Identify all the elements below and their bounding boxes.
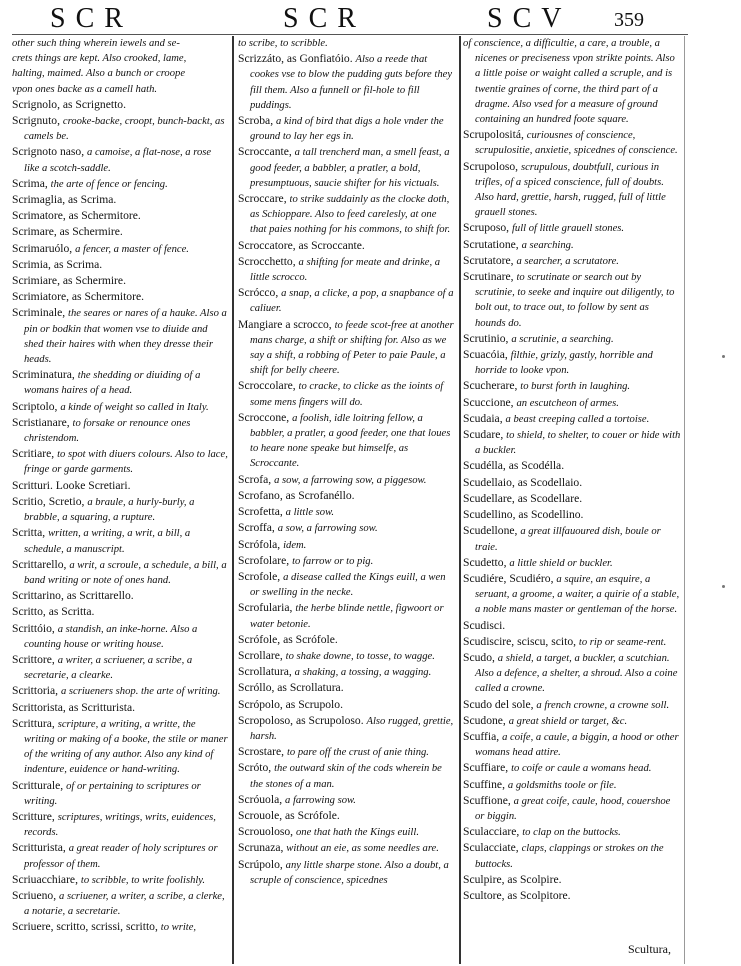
- entry-headword: Scrima,: [12, 176, 51, 190]
- dictionary-entry: [238, 144, 454, 191]
- dictionary-entry: [463, 634, 681, 650]
- entry-headword: Sculacciare,: [463, 825, 523, 839]
- entry-definition: a tall trencherd man, a smell feast, a good feeder, a babbler, a pratler, a bold, presumptuous, saucie shifter for his victuals.: [250, 147, 450, 189]
- dictionary-entry: [12, 144, 228, 175]
- entry-definition: to write,: [160, 922, 197, 934]
- entry-headword: Scuccione,: [463, 395, 517, 409]
- dictionary-entry: [12, 305, 228, 367]
- entry-headword: Mangiare a scrocco,: [238, 317, 335, 331]
- entry-definition: an escutcheon of armes.: [516, 397, 619, 409]
- entry-headword: Scrutinare,: [463, 270, 517, 284]
- dictionary-entry: [463, 220, 681, 236]
- entry-definition: to clap on the buttocks.: [522, 827, 621, 839]
- entry-headword: Scristianare,: [12, 415, 73, 429]
- entry-definition: a shield, a target, a buckler, a scutchian. Also a defence, a shelter, a shroud. Also a coine called a crowne.: [475, 652, 678, 695]
- entry-definition: full of little grauell stones.: [511, 223, 625, 235]
- dictionary-entry: [12, 192, 228, 208]
- dictionary-entry: [12, 399, 228, 415]
- dictionary-entry: [463, 378, 681, 394]
- entry-definition: a writer, a scriuener, a scribe, a secretarie, a clearke.: [24, 654, 193, 682]
- dictionary-entry: [238, 537, 454, 553]
- column-2-heading: SCR: [283, 3, 366, 34]
- entry-definition: a little shield or buckler.: [509, 557, 613, 569]
- entry-definition: of or pertaining to scriptures or writing.: [24, 780, 201, 807]
- entry-headword: Scruposo,: [463, 221, 512, 235]
- dictionary-entry: [12, 176, 228, 192]
- entry-definition: to forsake or renounce ones christendom.: [24, 417, 191, 445]
- entry-headword: Scriminale,: [12, 306, 69, 320]
- entry-definition: to rip or seame-rent.: [578, 636, 667, 648]
- dictionary-entry: [238, 664, 454, 680]
- entry-headword: Scrouoloso,: [238, 825, 296, 839]
- entry-headword: Scudone,: [463, 713, 509, 727]
- dictionary-entry: [463, 458, 681, 474]
- entry-definition: a disease called the Kings euill, a wen or swelling in the necke.: [250, 571, 446, 599]
- entry-headword: Scróuola,: [238, 792, 286, 806]
- entry-headword: Scróllo, as Scrollatura.: [238, 681, 344, 695]
- dictionary-entry: [12, 289, 228, 305]
- entry-headword: Scritto, as Scritta.: [12, 605, 95, 619]
- entry-headword: Scudiére, Scudiéro,: [463, 571, 557, 585]
- entry-headword: Sculpire, as Scolpire.: [463, 872, 562, 886]
- entry-headword: Scudellaio, as Scodellaio.: [463, 475, 583, 489]
- dictionary-entry: [463, 507, 681, 523]
- dictionary-entry: [12, 872, 228, 888]
- dictionary-entry: [463, 347, 681, 378]
- entry-definition: to strike suddainly as the clocke doth, as Schioppare. Also to feed carelesly, at one that paies nothing for his commons, to shift for.: [250, 194, 451, 236]
- dictionary-entry: [238, 760, 454, 791]
- entry-headword: Scudellino, as Scodellino.: [463, 508, 584, 522]
- dictionary-entry: [238, 410, 454, 472]
- entry-headword: Scrócco,: [238, 286, 282, 300]
- entry-headword: Scritturista,: [12, 841, 69, 855]
- dictionary-entry: [238, 569, 454, 600]
- entry-headword: Scudo del sole,: [463, 697, 537, 711]
- dictionary-entry: [463, 571, 681, 618]
- entry-headword: Scrunaza,: [238, 841, 287, 855]
- dictionary-entry: [238, 808, 454, 824]
- entry-headword: Scrópolo, as Scrupolo.: [238, 697, 343, 711]
- dictionary-entry: [12, 257, 228, 273]
- column-3: [463, 36, 681, 964]
- dictionary-entry: [463, 411, 681, 427]
- column-3-heading: SCV: [487, 3, 572, 34]
- dictionary-entry: [12, 525, 228, 556]
- entry-headword: Scroccolare,: [238, 379, 299, 393]
- dictionary-entry: [12, 683, 228, 699]
- dictionary-entry: [463, 127, 681, 158]
- entry-definition: a shaking, a tossing, a wagging.: [294, 667, 432, 679]
- entry-definition: Also a reede that cookes vse to blow the pudding guts before they fill them. Also a funnell or fil-hole to fill puddings.: [250, 54, 453, 111]
- entry-definition: a standish, an inke-horne. Also a counting house or writing house.: [24, 623, 198, 650]
- dictionary-entry: [12, 241, 228, 257]
- entry-definition: a beast creeping called a tortoise.: [505, 413, 650, 425]
- entry-headword: Scriueno,: [12, 888, 60, 902]
- dictionary-entry: [463, 475, 681, 491]
- dictionary-entry: [463, 872, 681, 888]
- entry-definition: to cracke, to clicke as the ioints of some mens fingers will do.: [250, 381, 444, 408]
- dictionary-entry: [238, 317, 454, 379]
- entry-headword: Scritturale,: [12, 778, 67, 792]
- entry-definition: idem.: [283, 539, 307, 551]
- catchword: Scultura,: [628, 942, 671, 956]
- entry-definition: curiousnes of conscience, scrupulositie, anxietie, spicednes of conscience.: [475, 130, 678, 157]
- entry-headword: Scrutatione,: [463, 237, 522, 251]
- entry-definition: to feede scot-free at another mans charge, a shift or shifting for. Also as we say a shift, a robbing of Peter to paie Paule, a shift for belly cheere.: [250, 319, 454, 377]
- entry-headword: Scrimiatore, as Schermitore.: [12, 290, 144, 304]
- entry-definition: the seares or nares of a hauke. Also a pin or bodkin that women vse to diuide and shed their haires with when they dresse their heads.: [24, 308, 227, 366]
- dictionary-entry: [12, 716, 228, 778]
- entry-definition: scrupulous, doubtfull, curious in trifles, of a spiced conscience, full of doubts. Also hard, grettie, harsh, rugged, full of little grauell stones.: [475, 161, 666, 219]
- column-1-heading: SCR: [50, 3, 133, 34]
- dictionary-entry: [463, 253, 681, 269]
- entry-headword: Scrofetta,: [238, 505, 286, 519]
- entry-headword: Scrofole,: [238, 569, 284, 583]
- dictionary-entry: [463, 777, 681, 793]
- entry-definition: a searching.: [521, 239, 574, 251]
- dictionary-entry: [12, 367, 228, 398]
- entry-definition: a little sow.: [285, 507, 335, 519]
- entry-headword: Scroba,: [238, 114, 276, 128]
- entry-headword: Scuacóia,: [463, 348, 511, 362]
- dictionary-entry: [463, 269, 681, 331]
- entry-definition: crets things are kept. Also crooked, lame,: [12, 53, 187, 65]
- entry-definition: to scribble, to write foolishly.: [80, 874, 206, 886]
- dictionary-entry: [12, 51, 228, 66]
- entry-headword: Scuffia,: [463, 729, 503, 743]
- dictionary-entry: [238, 504, 454, 520]
- ink-speck: [722, 585, 725, 588]
- entry-headword: Scritio, Scretio,: [12, 494, 88, 508]
- entry-headword: Scriptolo,: [12, 399, 61, 413]
- entry-definition: the herbe blinde nettle, figwoort or water betonie.: [250, 603, 444, 630]
- entry-definition: vpon ones backe as a camell hath.: [12, 83, 158, 95]
- dictionary-entry: [463, 713, 681, 729]
- dictionary-entry: [12, 446, 228, 477]
- entry-headword: Scudélla, as Scodélla.: [463, 459, 565, 473]
- entry-headword: Scuffiare,: [463, 761, 512, 775]
- entry-headword: Scrignolo, as Scrignetto.: [12, 97, 126, 111]
- dictionary-entry: [238, 744, 454, 760]
- dictionary-entry: [463, 888, 681, 904]
- entry-definition: to scribe, to scribble.: [238, 38, 328, 49]
- dictionary-entry: [238, 113, 454, 144]
- entry-definition: to farrow or to pig.: [292, 555, 374, 567]
- dictionary-entry: [238, 857, 454, 888]
- dictionary-entry: [463, 697, 681, 713]
- entry-headword: Scritta,: [12, 526, 49, 540]
- entry-headword: Scrimia, as Scrima.: [12, 257, 103, 271]
- entry-headword: Scroccante,: [238, 145, 295, 159]
- entry-headword: Scrúpolo,: [238, 857, 286, 871]
- column-1: [12, 36, 228, 964]
- dictionary-entry: [12, 840, 228, 871]
- dictionary-entry: [12, 604, 228, 620]
- entry-definition: without an eie, as some needles are.: [286, 843, 439, 855]
- entry-headword: Scudellare, as Scodellare.: [463, 491, 583, 505]
- entry-headword: Scrimiare, as Schermire.: [12, 274, 126, 288]
- dictionary-entry: [238, 378, 454, 409]
- entry-definition: to scrutinate or search out by scrutinie, to seeke and inquire out diligently, to bolt out, to trace out, to follow by sent as hounds do.: [475, 272, 675, 329]
- entry-headword: Scrignuto,: [12, 114, 63, 128]
- entry-headword: Scudiscire, sciscu, scito,: [463, 634, 579, 648]
- dictionary-entry: [463, 237, 681, 253]
- entry-headword: Scritturi. Looke Scretiari.: [12, 478, 131, 492]
- dictionary-entry: [463, 618, 681, 634]
- entry-headword: Scudare,: [463, 428, 507, 442]
- entry-definition: a searcher, a scrutatore.: [516, 255, 619, 267]
- entry-definition: to shield, to shelter, to couer or hide with a buckler.: [475, 430, 681, 457]
- entry-definition: a great shield or target, &c.: [508, 715, 628, 727]
- dictionary-entry: [238, 632, 454, 648]
- entry-headword: Scrizzáto, as Gonfiatóio.: [238, 52, 356, 66]
- dictionary-entry: [12, 273, 228, 289]
- entry-definition: a great reader of holy scriptures or professor of them.: [24, 843, 218, 870]
- entry-headword: Scrittura,: [12, 716, 58, 730]
- dictionary-entry: [238, 520, 454, 536]
- dictionary-entry: [238, 51, 454, 113]
- entry-headword: Scrollare,: [238, 648, 286, 662]
- dictionary-entry: [238, 697, 454, 713]
- dictionary-entry: [238, 600, 454, 631]
- dictionary-entry: [238, 553, 454, 569]
- entry-headword: Scrófola,: [238, 537, 284, 551]
- entry-headword: Scriminatura,: [12, 368, 78, 382]
- dictionary-entry: [463, 729, 681, 760]
- entry-headword: Scrupolositá,: [463, 128, 527, 142]
- entry-headword: Scudisci.: [463, 618, 506, 632]
- dictionary-entry: [12, 224, 228, 240]
- entry-headword: Scrostare,: [238, 745, 287, 759]
- entry-definition: claps, clappings or strokes on the buttocks.: [475, 843, 664, 870]
- entry-definition: a writ, a scroule, a schedule, a bill, a band writing or note of ones hand.: [24, 559, 227, 586]
- dictionary-entry: [12, 809, 228, 840]
- entry-headword: Scriuacchiare,: [12, 872, 81, 886]
- entry-definition: a scriuener, a writer, a scribe, a clerke, a notarie, a secretarie.: [24, 890, 225, 918]
- entry-headword: Scrollatura,: [238, 665, 295, 679]
- dictionary-entry: [463, 491, 681, 507]
- dictionary-entry: [238, 191, 454, 238]
- dictionary-entry: [12, 778, 228, 809]
- entry-headword: Scrimaglia, as Scrima.: [12, 193, 117, 207]
- entry-headword: Scroccatore, as Scroccante.: [238, 238, 365, 252]
- dictionary-entry: [12, 208, 228, 224]
- entry-definition: scripture, a writing, a writte, the writing or making of a booke, the stile or maner of the writing of any author. Also any kind of indenture, euidence or hand-writing.: [24, 718, 228, 776]
- entry-headword: Scrutinio,: [463, 331, 512, 345]
- entry-definition: to burst forth in laughing.: [520, 381, 631, 393]
- dictionary-entry: [238, 680, 454, 696]
- entry-definition: of conscience, a difficultie, a care, a trouble, a nicenes or preciseness vpon strikte points. Also a little poise or waight called a scruple, and is twentie graines of corne, the third part of a dragme. Also vsed for a measure of ground containing an hundred foote square.: [463, 38, 675, 126]
- entry-definition: a goldsmiths toole or file.: [507, 779, 617, 791]
- entry-headword: Scroccare,: [238, 192, 290, 206]
- dictionary-entry: [463, 650, 681, 697]
- entry-headword: Scrittarello,: [12, 557, 70, 571]
- dictionary-entry: [12, 919, 228, 935]
- entry-headword: Scudellone,: [463, 524, 521, 538]
- entry-definition: one that hath the Kings euill.: [295, 827, 419, 839]
- entry-headword: Scuffione,: [463, 793, 514, 807]
- entry-headword: Scrimatore, as Schermitore.: [12, 209, 141, 223]
- entry-definition: a sow, a farrowing sow, a piggesow.: [274, 474, 427, 486]
- dictionary-entry: [463, 840, 681, 871]
- dictionary-entry: [463, 427, 681, 458]
- entry-headword: Scroffa,: [238, 521, 278, 535]
- column-divider-2: [459, 36, 461, 964]
- entry-definition: a fencer, a master of fence.: [75, 243, 189, 255]
- entry-definition: to coife or caule a womans head.: [511, 763, 652, 775]
- entry-definition: a french crowne, a crowne soll.: [536, 699, 670, 711]
- entry-definition: a snap, a clicke, a pop, a snapbance of a caliuer.: [250, 288, 454, 315]
- entry-headword: Scrouole, as Scrófole.: [238, 808, 340, 822]
- entry-definition: a braule, a hurly-burly, a brabble, a squaring, a rupture.: [24, 496, 195, 524]
- dictionary-entry: [238, 472, 454, 488]
- page-number: 359: [614, 9, 644, 31]
- dictionary-entry: [238, 238, 454, 254]
- entry-headword: Scrittarino, as Scrittarello.: [12, 589, 134, 603]
- entry-definition: filthie, grizly, gastly, horrible and horride to looke vpon.: [475, 350, 653, 377]
- entry-definition: the arte of fence or fencing.: [50, 178, 168, 190]
- dictionary-entry: [12, 478, 228, 494]
- entry-headword: Scriuere, scritto, scrissi, scritto,: [12, 920, 161, 934]
- dictionary-entry: [463, 523, 681, 554]
- running-header: [0, 3, 741, 33]
- entry-definition: to spot with diuers colours. Also to lace, fringe or garde garments.: [24, 449, 228, 476]
- dictionary-entry: [12, 415, 228, 446]
- dictionary-entry: [463, 159, 681, 221]
- entry-headword: Scrittóio,: [12, 621, 58, 635]
- dictionary-entry: [238, 36, 454, 51]
- entry-headword: Scrofano, as Scrofanéllo.: [238, 488, 355, 502]
- dictionary-entry: [12, 557, 228, 588]
- entry-definition: crooke-backe, croopt, bunch-backt, as camels be.: [24, 116, 225, 143]
- entry-definition: a sow, a farrowing sow.: [277, 523, 378, 535]
- entry-headword: Scrittorista, as Scritturista.: [12, 700, 136, 714]
- entry-definition: to pare off the crust of anie thing.: [286, 747, 429, 759]
- entry-definition: written, a writing, a writ, a bill, a schedule, a manuscript.: [24, 528, 191, 555]
- entry-definition: a squire, an esquire, a seruant, a groome, a waiter, a quirie of a stable, a noble mans master or gentleman of the horse.: [475, 573, 680, 616]
- dictionary-entry: [12, 621, 228, 652]
- entry-headword: Scrocchetto,: [238, 254, 299, 268]
- entry-definition: a kind of bird that digs a hole vnder the ground to lay her egs in.: [250, 116, 444, 143]
- dictionary-entry: [12, 82, 228, 97]
- entry-headword: Scrófole, as Scrófole.: [238, 632, 338, 646]
- dictionary-entry: [12, 888, 228, 919]
- entry-headword: Scrimaruólo,: [12, 241, 76, 255]
- entry-definition: the shedding or diuiding of a womans haires of a head.: [24, 370, 201, 397]
- dictionary-entry: [463, 36, 681, 127]
- dictionary-entry: [238, 254, 454, 285]
- entry-definition: any little sharpe stone. Also a doubt, a scruple of conscience, spicednes: [250, 859, 449, 886]
- dictionary-entry: [238, 285, 454, 316]
- entry-headword: Scudo,: [463, 650, 498, 664]
- dictionary-entry: [12, 588, 228, 604]
- entry-headword: Scróto,: [238, 761, 275, 775]
- entry-definition: a scrutinie, a searching.: [511, 333, 614, 345]
- entry-definition: halting, maimed. Also a bunch or croope: [12, 68, 186, 80]
- entry-headword: Sculacciate,: [463, 841, 522, 855]
- entry-definition: Also rugged, grettie, harsh.: [250, 715, 454, 742]
- dictionary-entry: [238, 648, 454, 664]
- entry-headword: Scucherare,: [463, 379, 521, 393]
- entry-definition: to shake downe, to tosse, to wagge.: [285, 650, 435, 662]
- entry-definition: a great illfauoured dish, boule or traie.: [475, 526, 661, 553]
- dictionary-entry: [12, 97, 228, 113]
- entry-definition: a great coife, caule, hood, couershoe or biggin.: [475, 795, 671, 822]
- column-divider-1: [232, 36, 234, 964]
- dictionary-entry: [238, 792, 454, 808]
- dictionary-entry: [463, 760, 681, 776]
- dictionary-entry: [12, 652, 228, 683]
- entry-headword: Scropoloso, as Scrupoloso.: [238, 713, 367, 727]
- entry-headword: Scrignoto naso,: [12, 145, 88, 159]
- right-margin-rule: [684, 36, 685, 964]
- entry-headword: Scritture,: [12, 809, 58, 823]
- dictionary-entry: [12, 66, 228, 81]
- entry-definition: a coife, a caule, a biggin, a hood or other womans head attire.: [475, 731, 679, 759]
- dictionary-entry: [463, 555, 681, 571]
- dictionary-entry: [238, 824, 454, 840]
- entry-headword: Scroccone,: [238, 410, 293, 424]
- dictionary-entry: [463, 793, 681, 824]
- dictionary-entry: [463, 824, 681, 840]
- entry-definition: a scriueners shop. the arte of writing.: [60, 686, 221, 698]
- dictionary-entry: [12, 113, 228, 144]
- entry-headword: Scrofolare,: [238, 553, 293, 567]
- entry-headword: Scrittoria,: [12, 684, 61, 698]
- entry-headword: Scrutatore,: [463, 253, 517, 267]
- entry-definition: a shifting for meate and drinke, a little scrocco.: [250, 256, 441, 284]
- entry-headword: Scultore, as Scolpitore.: [463, 888, 571, 902]
- entry-definition: a kinde of weight so called in Italy.: [60, 401, 209, 413]
- dictionary-entry: [463, 395, 681, 411]
- dictionary-entry: [463, 331, 681, 347]
- entry-definition: other such thing wherein iewels and se-: [12, 38, 180, 49]
- header-rule: [12, 34, 688, 35]
- entry-headword: Scrofa,: [238, 472, 275, 486]
- entry-definition: a farrowing sow.: [285, 794, 356, 806]
- dictionary-entry: [12, 494, 228, 525]
- entry-headword: Scuffine,: [463, 777, 508, 791]
- column-2: [238, 36, 454, 964]
- ink-speck: [722, 355, 725, 358]
- dictionary-entry: [12, 700, 228, 716]
- entry-headword: Scudaia,: [463, 411, 506, 425]
- entry-definition: scriptures, writings, writs, euidences, records.: [24, 811, 216, 839]
- dictionary-entry: [238, 840, 454, 856]
- dictionary-entry: [12, 36, 228, 51]
- entry-definition: a camoise, a flat-nose, a rose like a scotch-saddle.: [24, 147, 212, 174]
- entry-headword: Scritiare,: [12, 447, 58, 461]
- entry-headword: Scrimare, as Schermire.: [12, 225, 123, 239]
- entry-headword: Scrittore,: [12, 652, 58, 666]
- dictionary-entry: [238, 488, 454, 504]
- entry-headword: Scrofularia,: [238, 601, 296, 615]
- entry-headword: Scudetto,: [463, 555, 510, 569]
- entry-definition: the outward skin of the cods wherein be the stones of a man.: [250, 763, 442, 790]
- entry-headword: Scrupoloso,: [463, 159, 521, 173]
- dictionary-entry: [238, 713, 454, 744]
- entry-definition: a foolish, idle loitring fellow, a babbler, a pratler, a good feeder, one that loues to heare none speake but himselfe, as Scroccante.: [250, 412, 451, 470]
